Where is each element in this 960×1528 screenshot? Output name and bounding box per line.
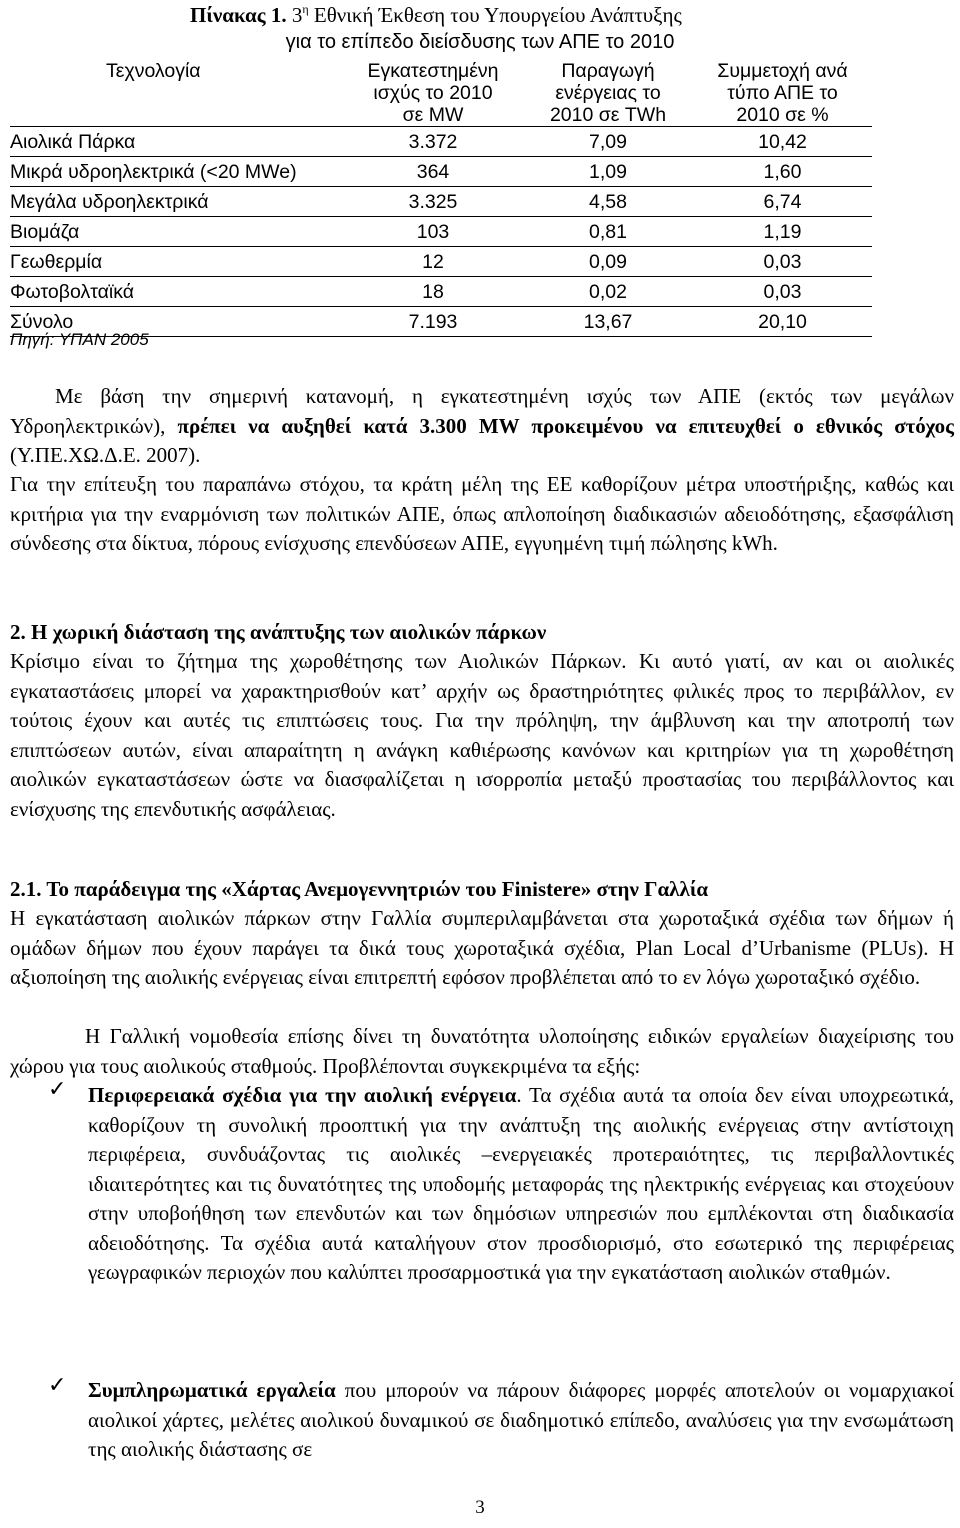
section-heading-2-1: 2.1. Το παράδειγμα της «Χάρτας Ανεμογεννητριών του Finistere» στην Γαλλία [10, 877, 709, 901]
table-label: Πίνακας 1. [190, 3, 287, 27]
paragraph-siting: Κρίσιμο είναι το ζήτημα της χωροθέτησης των Αιολικών Πάρκων. Κι αυτό γιατί, αν και οι αιολικές εγκαταστάσεις μπορεί να χαρακτηρισθούν κατ’ αρχήν ως δραστηριότητες φιλικές προς το περιβάλλον, εν τούτοις έχουν και αυτές τις επιπτώσεις τους. Για την πρόληψη, την άμβλυνση και την αποτροπή των επιπτώσεων αυτών, είναι απαραίτητη η ανάγκη καθιέρωσης κανόνων και κριτηρίων για τη χωροθέτηση αιολικών εγκαταστάσεων ώστε να διασφαλίζεται η ισορροπία μεταξύ προστασίας του περιβάλλοντος και ενίσχυσης της επενδυτικής ασφάλειας. [10, 649, 954, 821]
table-caption-line2: για το επίπεδο διείσδυσης των ΑΠΕ το 2010 [285, 31, 675, 53]
col-header-production: Παραγωγή ενέργειας το 2010 σε TWh [549, 60, 667, 126]
page-number: 3 [475, 1497, 485, 1518]
check-icon: ✓ [48, 1077, 67, 1102]
res-penetration-table [10, 60, 872, 337]
table-caption-line1 [190, 2, 682, 28]
table-row: Βιομάζα 103 0,81 1,19 [10, 217, 872, 247]
table-row-total: Σύνολο 7.193 13,67 20,10 [10, 307, 872, 337]
check-icon: ✓ [48, 1373, 67, 1398]
paragraph-target: Με βάση την σημερινή κατανομή, η εγκατεστημένη ισχύς των ΑΠΕ (εκτός των μεγάλων Υδροηλεκτρικών), πρέπει να αυξηθεί κατά 3.300 MW προκειμένου να επιτευχθεί ο εθνικός στόχος (Υ.ΠΕ.ΧΩ.Δ.Ε. 2007). [10, 384, 955, 467]
report-number: 3 [291, 3, 303, 27]
report-title: Εθνική Έκθεση του Υπουργείου Ανάπτυξης [313, 3, 682, 27]
section-heading-2: 2. Η χωρική διάσταση της ανάπτυξης των αιολικών πάρκων [10, 620, 547, 644]
table-source: Πηγή: ΥΠΑΝ 2005 [10, 330, 149, 349]
paragraph-french-law: Η Γαλλική νομοθεσία επίσης δίνει τη δυνατότητα υλοποίησης ειδικών εργαλείων διαχείρισης του χώρου για τους αιολικούς σταθμούς. Προβλέπονται συγκεκριμένα τα εξής: [10, 1024, 954, 1078]
table-row: Αιολικά Πάρκα 3.372 7,09 10,42 [10, 127, 872, 157]
list-item-regional-plans: Περιφερειακά σχέδια για την αιολική ενέργεια. Τα σχέδια αυτά τα οποία δεν είναι υποχρεωτικά, καθορίζουν τη συνολική προοπτική για την ανάπτυξη της αιολικής ενέργειας στην αντίστοιχη περιφέρεια, συνδυάζοντας τις αιολικές –ενεργειακές προτεραιότητες, τις περιβαλλοντικές ιδιαιτερότητες και τις δυνατότητες της υποδομής μεταφοράς της ηλεκτρικής ενέργειας και στοχεύουν στην υποβοήθηση των επενδυτών και των δημόσιων υπηρεσιών που εμπλέκονται στη διαδικασία αδειοδότησης. Τα σχέδια αυτά καταλήγουν στον προσδιορισμό, στο εσωτερικό της περιφέρειας γεωγραφικών περιοχών που καλύπτει προσαρμοστικά για την εγκατάσταση αιολικών σταθμών. [88, 1083, 954, 1284]
col-header-technology: Τεχνολογία [106, 60, 201, 82]
table-row: Μεγάλα υδροηλεκτρικά 3.325 4,58 6,74 [10, 187, 872, 217]
col-header-share: Συμμετοχή ανά τύπο ΑΠΕ το 2010 σε % [717, 60, 848, 126]
list-item-complementary-tools: Συμπληρωματικά εργαλεία που μπορούν να πάρουν διάφορες μορφές αποτελούν οι νομαρχιακοί αιολικοί χάρτες, μελέτες αιολικού δυναμικού σε διαδημοτικό επίπεδο, αναλύσεις για την ενσωμάτωση της αιολικής διάστασης σε [88, 1378, 954, 1461]
table-row: Γεωθερμία 12 0,09 0,03 [10, 247, 872, 277]
paragraph-france-planning: Η εγκατάσταση αιολικών πάρκων στην Γαλλία συμπεριλαμβάνεται στα χωροταξικά σχέδια των δήμων ή ομάδων δήμων που έχουν παράγει τα δικά τους χωροταξικά σχέδια, Plan Local d’Urbanisme (PLUs). Η αξιοποίηση της αιολικής ενέργειας είναι επιτρεπτή εφόσον προβλέπεται από το εν λόγω χωροταξικό σχέδιο. [10, 906, 954, 989]
table-row: Φωτοβολταϊκά 18 0,02 0,03 [10, 277, 872, 307]
col-header-capacity: Εγκατεστημένη ισχύς το 2010 σε MW [367, 60, 499, 126]
ordinal-suffix: η [302, 2, 309, 16]
paragraph-measures: Για την επίτευξη του παραπάνω στόχου, τα κράτη μέλη της ΕΕ καθορίζουν μέτρα υποστήριξης, καθώς και κριτήρια για την εναρμόνιση των πολιτικών ΑΠΕ, όπως απλοποίηση διαδικασιών αδειοδότησης, εξασφάλιση σύνδεσης στα δίκτυα, πόρους ενίσχυσης επενδύσεων ΑΠΕ, εγγυημένη τιμή πώλησης kWh. [10, 472, 954, 555]
table-row: Μικρά υδροηλεκτρικά (<20 MWe) 364 1,09 1,60 [10, 157, 872, 187]
